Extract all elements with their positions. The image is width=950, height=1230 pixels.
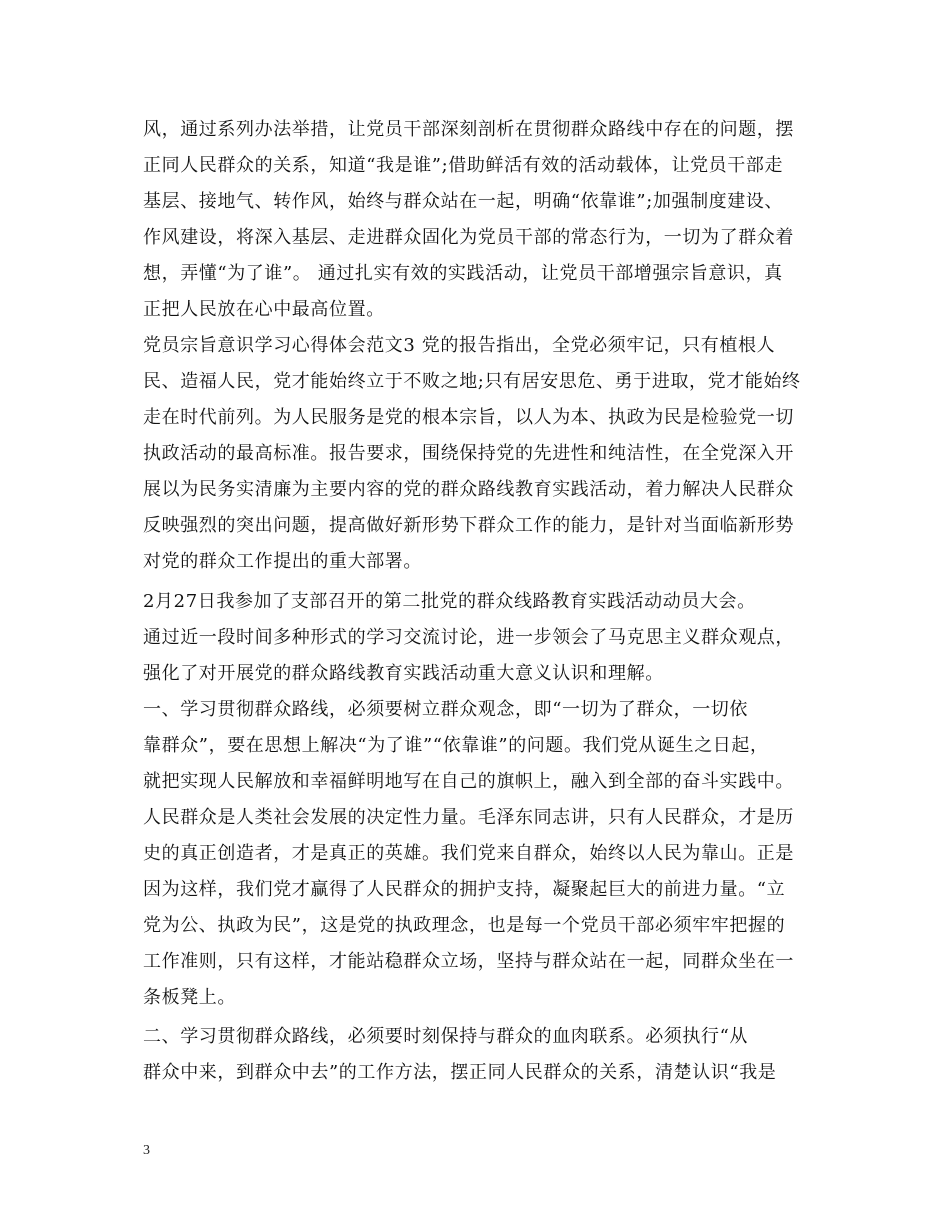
text-line: 靠群众”，要在思想上解决“为了谁”“依靠谁”的问题。我们党从诞生之日起， [143,735,769,756]
text-line: 工作准则，只有这样，才能站稳群众立场，坚持与群众站在一起，同群众坐在一 [143,951,794,972]
text-line: 党员宗旨意识学习心得体会范文3 党的报告指出，全党必须牢记，只有植根人 [143,335,776,356]
text-line: 正同人民群众的关系，知道“我是谁”;借助鲜活有效的活动载体，让党员干部走 [143,155,784,176]
text-line: 正把人民放在心中最高位置。 [143,299,385,320]
text-line: 通过近一段时间多种形式的学习交流讨论，进一步领会了马克思主义群众观点， [143,627,794,648]
text-line: 民、造福人民，党才能始终立于不败之地;只有居安思危、勇于进取，党才能始终 [143,371,801,392]
text-line: 2月27日我参加了支部召开的第二批党的群众线路教育实践活动动员大会。 [143,591,756,612]
text-line: 条板凳上。 [143,987,236,1008]
text-line: 人民群众是人类社会发展的决定性力量。毛泽东同志讲，只有人民群众，才是历 [143,807,794,828]
text-line: 走在时代前列。为人民服务是党的根本宗旨，以人为本、执政为民是检验党一切 [143,407,794,428]
text-line: 就把实现人民解放和幸福鲜明地写在自己的旗帜上，融入到全部的奋斗实践中。 [143,771,794,792]
text-line: 党为公、执政为民”，这是党的执政理念，也是每一个党员干部必须牢牢把握的 [143,915,786,936]
text-line: 风，通过系列办法举措，让党员干部深刻剖析在贯彻群众路线中存在的问题，摆 [143,119,794,140]
text-line: 执政活动的最高标准。报告要求，围绕保持党的先进性和纯洁性，在全党深入开 [143,443,794,464]
page-number: 3 [143,1143,150,1158]
text-line: 反映强烈的突出问题，提高做好新形势下群众工作的能力，是针对当面临新形势 [143,515,794,536]
text-line: 想，弄懂“为了谁”。 通过扎实有效的实践活动，让党员干部增强宗旨意识，真 [143,263,783,284]
text-line: 因为这样，我们党才赢得了人民群众的拥护支持，凝聚起巨大的前进力量。“立 [143,879,786,900]
text-line: 作风建设，将深入基层、走进群众固化为党员干部的常态行为，一切为了群众着 [143,227,794,248]
text-line: 一、学习贯彻群众路线，必须要树立群众观念，即“一切为了群众，一切依 [143,699,748,720]
text-line: 史的真正创造者，才是真正的英雄。我们党来自群众，始终以人民为靠山。正是 [143,843,794,864]
text-line: 强化了对开展党的群众路线教育实践活动重大意义认识和理解。 [143,663,664,684]
text-line: 基层、接地气、转作风，始终与群众站在一起，明确“依靠谁”;加强制度建设、 [143,191,784,212]
text-line: 展以为民务实清廉为主要内容的党的群众路线教育实践活动，着力解决人民群众 [143,479,794,500]
text-line: 二、学习贯彻群众路线，必须要时刻保持与群众的血肉联系。必须执行“从 [143,1026,748,1047]
text-line: 对党的群众工作提出的重大部署。 [143,551,422,572]
text-line: 群众中来，到群众中去”的工作方法，摆正同人民群众的关系，清楚认识“我是 [143,1062,777,1083]
